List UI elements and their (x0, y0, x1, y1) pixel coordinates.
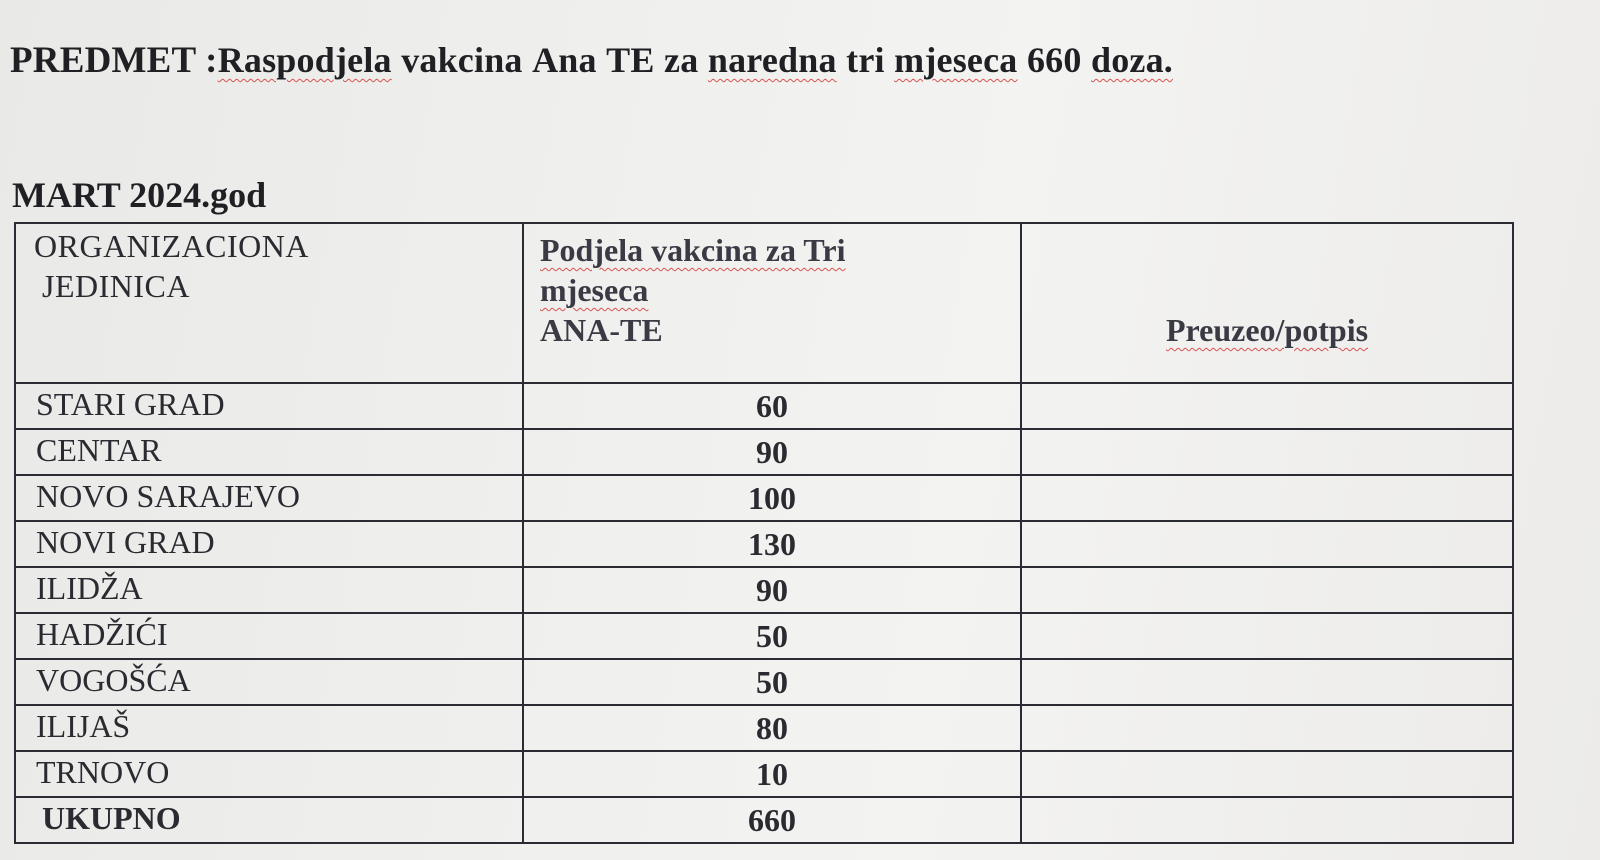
subject-word: vakcina (401, 40, 523, 80)
unit-name: STARI GRAD (36, 386, 225, 422)
header-distribution-line1: Podjela vakcina za Tri (540, 232, 846, 268)
table-row (15, 383, 1513, 429)
unit-cell (15, 429, 523, 475)
subject-word: tri (846, 40, 885, 80)
table-total-row (15, 797, 1513, 843)
total-doses-cell (523, 797, 1021, 843)
signature-cell[interactable] (1021, 613, 1513, 659)
doses-value: 90 (756, 572, 788, 608)
unit-cell (15, 475, 523, 521)
unit-name: NOVO SARAJEVO (36, 478, 301, 514)
unit-name: ILIDŽA (36, 570, 143, 606)
doses-value: 50 (756, 618, 788, 654)
table-row (15, 429, 1513, 475)
month-heading: MART 2024.god (12, 175, 267, 215)
doses-cell (523, 659, 1021, 705)
subject-label: PREDMET : (10, 40, 218, 81)
unit-cell (15, 567, 523, 613)
doses-cell (523, 751, 1021, 797)
doses-value: 60 (756, 388, 788, 424)
unit-name: ILIJAŠ (36, 708, 131, 744)
table-row (15, 751, 1513, 797)
subject-word: mjeseca (894, 40, 1018, 80)
subject-line (10, 38, 1173, 83)
doses-value: 80 (756, 710, 788, 746)
doses-cell (523, 613, 1021, 659)
table-row (15, 521, 1513, 567)
unit-name: HADŽIĆI (36, 616, 168, 652)
doses-value: 90 (756, 434, 788, 470)
doses-value: 50 (756, 664, 788, 700)
signature-cell[interactable] (1021, 659, 1513, 705)
subject-word: doza. (1091, 40, 1173, 80)
total-doses-value: 660 (748, 802, 796, 838)
unit-cell (15, 705, 523, 751)
signature-cell[interactable] (1021, 429, 1513, 475)
vaccine-distribution-table (14, 222, 1514, 844)
doses-value: 10 (756, 756, 788, 792)
header-unit-line2: JEDINICA (42, 268, 190, 304)
doses-value: 130 (748, 526, 796, 562)
signature-cell[interactable] (1021, 521, 1513, 567)
table-row (15, 613, 1513, 659)
table-row (15, 475, 1513, 521)
header-distribution-line3: ANA-TE (540, 312, 663, 348)
subject-word: TE (606, 40, 655, 80)
doses-value: 100 (748, 480, 796, 516)
signature-cell[interactable] (1021, 705, 1513, 751)
unit-cell (15, 383, 523, 429)
signature-cell[interactable] (1021, 383, 1513, 429)
header-unit-line1: ORGANIZACIONA (34, 228, 309, 264)
doses-cell (523, 567, 1021, 613)
unit-cell (15, 521, 523, 567)
unit-cell (15, 659, 523, 705)
total-label: UKUPNO (42, 800, 181, 836)
header-distribution-line2: mjeseca (540, 272, 649, 308)
unit-name: NOVI GRAD (36, 524, 215, 560)
table-row (15, 567, 1513, 613)
doses-cell (523, 383, 1021, 429)
unit-cell (15, 751, 523, 797)
subject-word: 660 (1026, 40, 1082, 80)
doses-cell (523, 429, 1021, 475)
doses-cell (523, 521, 1021, 567)
subject-word: za (664, 40, 699, 80)
doses-cell (523, 705, 1021, 751)
subject-word: Ana (532, 40, 597, 80)
total-signature-cell[interactable] (1021, 797, 1513, 843)
header-signature (1021, 223, 1513, 383)
unit-name: VOGOŠĆA (36, 662, 191, 698)
table-row (15, 705, 1513, 751)
unit-cell (15, 613, 523, 659)
subject-word: naredna (707, 40, 837, 80)
signature-cell[interactable] (1021, 475, 1513, 521)
total-label-cell (15, 797, 523, 843)
table-row (15, 659, 1513, 705)
unit-name: TRNOVO (36, 754, 170, 790)
unit-name: CENTAR (36, 432, 162, 468)
header-organizational-unit (15, 223, 523, 383)
doses-cell (523, 475, 1021, 521)
header-signature-label: Preuzeo/potpis (1165, 312, 1369, 348)
subject-word: Raspodjela (217, 40, 392, 80)
table-header-row (15, 223, 1513, 383)
header-distribution (523, 223, 1021, 383)
signature-cell[interactable] (1021, 567, 1513, 613)
signature-cell[interactable] (1021, 751, 1513, 797)
